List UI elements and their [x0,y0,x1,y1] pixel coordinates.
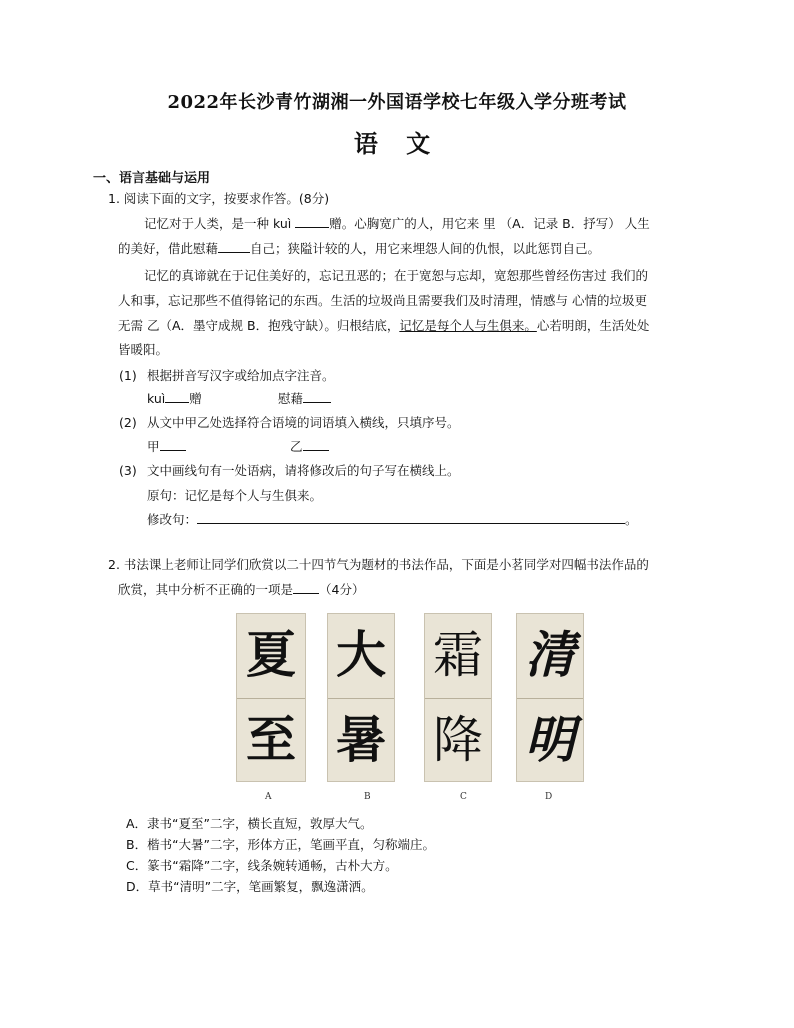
q2-stem-l2-a: 欣赏，其中分析不正确的一项是 [118,582,294,597]
calligraphy-card-c [424,613,492,782]
q1-p2-l3-a: 无需 乙（A．墨守成规 B．抱残守缺）。归根结底， [118,318,400,333]
card-a-bottom-glyph: 至 [246,709,296,769]
card-c-label: C [460,792,467,802]
sub2-answer-jia [147,438,186,456]
card-b-label: B [364,792,371,802]
q1-p1-l2-b: 自己；狭隘计较的人，用它来埋怨人间的仇恨，以此惩罚自己。 [250,241,601,256]
card-d-bottom-glyph: 明 [525,710,575,769]
underlined-sentence: 记忆是每个人与生俱来。 [399,318,537,333]
card-b-top-glyph: 大 [336,625,386,684]
calligraphy-card-d [516,613,584,782]
q1-p1-l2-a: 的美好，借此慰藉 [118,241,219,256]
sub2-jia-label: 甲 [147,439,160,454]
sub1-zeng: 赠 [189,391,202,406]
card-d-top-glyph: 清 [525,626,575,684]
q1-p2-line1: 记忆的真谛就在于记住美好的，忘记丑恶的；在于宽恕与忘却，宽恕那些曾经伤害过 我们的 [144,268,648,283]
q2-option-a[interactable]: A．隶书“夏至”二字，横长直短，敦厚大气。 [126,816,373,831]
q2-answer-blank[interactable] [293,581,319,594]
q1-p1-l1-b: 赠。心胸宽广的人，用它来 里 （A．记录 B．抒写） 人生 [329,216,650,231]
sub1-text: 根据拼音写汉字或给加点字注音。 [147,368,335,383]
blank-kui[interactable] [295,215,329,228]
sub1-weijie-label: 慰藉 [278,391,304,406]
card-d-bottom [517,698,583,783]
sub2-jia-blank[interactable] [160,438,186,451]
q1-p2-line4: 皆暖阳。 [118,342,169,357]
card-c-bottom [425,698,491,783]
card-d-label: D [545,792,553,802]
q1-p1-line1 [144,215,650,233]
card-b-top [328,614,394,698]
sub2-text: 从文中甲乙处选择符合语境的词语填入横线，只填序号。 [147,415,460,430]
card-d-top [517,614,583,698]
q2-option-d[interactable]: D．草书“清明”二字，笔画繁复，飘逸潇洒。 [126,879,374,894]
card-c-bottom-glyph: 降 [433,710,483,769]
sub1-kui-blank[interactable] [165,390,189,403]
card-a-top [237,614,305,698]
card-b-bottom-glyph: 暑 [336,709,386,769]
q2-stem-l2-b: （4分） [319,582,365,597]
blank-weijie[interactable] [218,240,250,253]
sub3-revision-label: 修改句： [147,512,198,527]
sub3-text: 文中画线句有一处语病，请将修改后的句子写在横线上。 [147,463,460,478]
card-a-top-glyph: 夏 [246,625,296,684]
q2-option-b[interactable]: B．楷书“大暑”二字，形体方正，笔画平直，匀称端庄。 [126,837,436,852]
q2-option-c[interactable]: C．篆书“霜降”二字，线条婉转通畅，古朴大方。 [126,858,398,873]
exam-title: 2022年长沙青竹湖湘一外国语学校七年级入学分班考试 [167,92,627,113]
sub2-answer-yi [290,438,329,456]
calligraphy-card-b [327,613,395,782]
card-c-top-glyph: 霜 [433,626,483,684]
q1-p2-line3 [118,317,649,335]
q1-p1-l1-a: 记忆对于人类，是一种 kuì [144,216,296,231]
sub1-number: (1) [119,368,137,383]
q1-p2-line2: 人和事，忘记那些不值得铭记的东西。生活的垃圾尚且需要我们及时清理，情感与 心情的垃圾更 [118,293,647,308]
q1-p1-line2 [118,240,600,258]
q1-stem: 1. 阅读下面的文字，按要求作答。(8分) [108,191,330,206]
calligraphy-card-a [236,613,306,782]
section-heading: 一、语言基础与运用 [93,171,211,186]
card-c-top [425,614,491,698]
sub3-number: (3) [119,463,137,478]
sub1-answer-a [147,390,202,408]
sub3-period: 。 [625,512,638,527]
sub3-revision-blank[interactable] [197,511,625,524]
sub2-yi-blank[interactable] [303,438,329,451]
card-b-bottom [328,698,394,783]
sub3-revision [147,511,638,529]
q2-stem-line2 [118,581,364,599]
sub2-number: (2) [119,415,137,430]
sub1-weijie-blank[interactable] [303,390,331,403]
sub2-yi-label: 乙 [290,439,303,454]
sub1-kui-label: kuì [147,391,166,406]
q1-p2-l3-b: 心若明朗，生活处处 [536,318,650,333]
q2-stem-line1: 2. 书法课上老师让同学们欣赏以二十四节气为题材的书法作品，下面是小茗同学对四幅书法作品的 [108,557,649,572]
card-a-bottom [237,698,305,783]
sub1-answer-b [278,390,331,408]
card-a-label: A [265,792,272,802]
sub3-original: 原句：记忆是每个人与生俱来。 [147,488,323,503]
subject-title: 语 文 [353,129,441,158]
